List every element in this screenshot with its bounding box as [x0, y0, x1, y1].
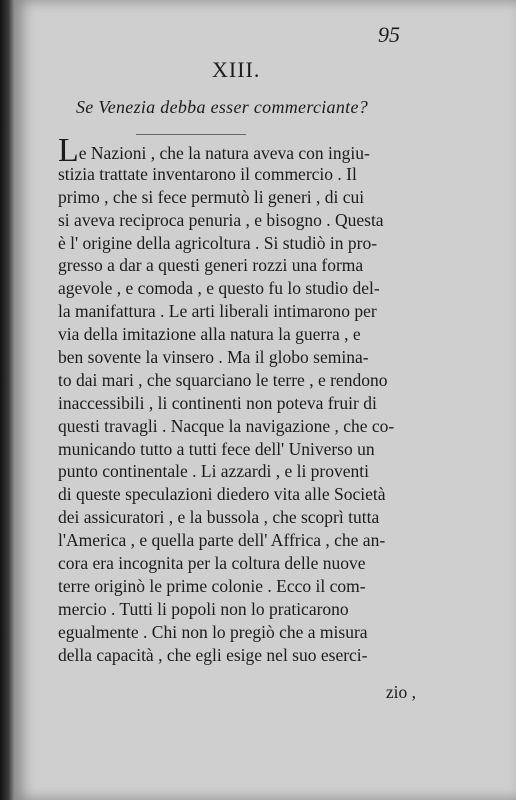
body-line: municando tutto a tutti fece dell' Universo un — [58, 438, 375, 459]
body-line: stizia trattate inventarono il commercio . Il — [58, 163, 357, 184]
body-line: è l' origine della agricoltura . Si studiò in pro- — [58, 232, 378, 253]
title-rule — [136, 134, 246, 135]
chapter-title: Se Venezia debba esser commerciante? — [76, 97, 369, 117]
body-line: punto continentale . Li azzardi , e li proventi — [58, 461, 370, 482]
body-line: ben sovente la vinsero . Ma il globo semina- — [58, 347, 369, 368]
body-line: gresso a dar a questi generi rozzi una forma — [58, 255, 364, 276]
body-line: dei assicuratori , e la bussola , che scoprì tutta — [58, 507, 380, 528]
drop-cap: L — [58, 132, 79, 169]
body-line: questi travagli . Nacque la navigazione , che co- — [58, 415, 395, 436]
body-line-text: e Nazioni , che la natura aveva con ingiu- — [78, 143, 370, 163]
book-page — [14, 0, 516, 800]
catchword: zio , — [385, 682, 416, 702]
body-line: via della imitazione alla natura la guerra , e — [58, 324, 361, 345]
body-line: di queste speculazioni diedero vita alle Società — [58, 484, 386, 505]
body-line: la manifattura . Le arti liberali intimarono per — [58, 301, 377, 322]
body-line: si aveva reciproca penuria , e bisogno . Questa — [58, 209, 384, 230]
chapter-number: XIII. — [212, 57, 261, 82]
body-line: terre originò le prime colonie . Ecco il com- — [58, 575, 366, 596]
body-line: to dai mari , che squarciano le terre , e rendono — [58, 369, 388, 390]
body-line — [58, 132, 450, 169]
body-line: della capacità , che egli esige nel suo eserci- — [58, 644, 368, 665]
body-line: l'America , e quella parte dell' Affrica , che an- — [58, 530, 386, 551]
book-spine-shadow — [0, 0, 14, 800]
body-line: primo , che si fece permutò li generi , di cui — [58, 186, 365, 207]
body-line: cora era incognita per la coltura delle nuove — [58, 553, 366, 574]
body-line: egualmente . Chi non lo pregiò che a misura — [58, 621, 368, 642]
body-line: agevole , e comoda , e questo fu lo studio del- — [58, 278, 380, 299]
body-line: mercio . Tutti li popoli non lo praticarono — [58, 598, 349, 619]
body-text — [58, 132, 450, 666]
body-line: inaccessibili , li continenti non poteva fruir di — [58, 392, 377, 413]
page-number: 95 — [378, 22, 400, 47]
